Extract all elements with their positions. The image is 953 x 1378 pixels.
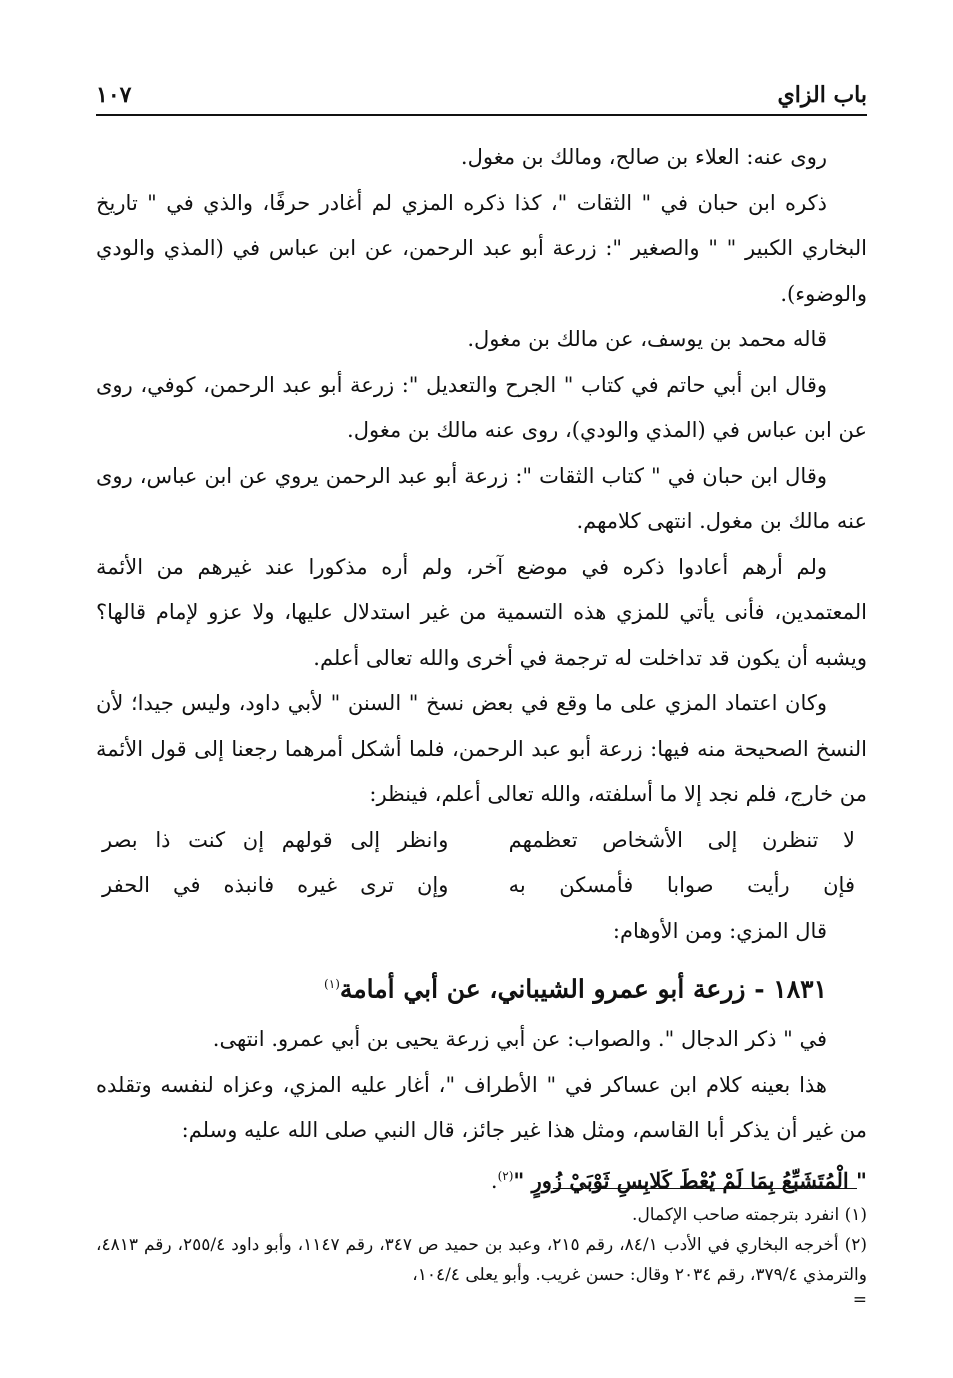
poem-verse	[96, 818, 867, 864]
poem-hemistich: وإن ترى غيره فانبذه في الحفر	[102, 873, 449, 897]
footnote-separator	[553, 1188, 857, 1189]
footnote: (١) انفرد بترجمته صاحب الإكمال.	[632, 1205, 867, 1225]
hadith-line	[96, 1154, 867, 1205]
paragraph: وقال ابن حبان في " كتاب الثقات ": زرعة أبو عبد الرحمن يروي عن ابن عباس، روى عنه مالك بن مغول. انتهى كلامهم.	[96, 463, 867, 533]
poem-hemistich: فإن رأيت صوابا فأمسكن به	[508, 873, 855, 897]
main-text	[96, 135, 867, 1204]
page-number: ١٠٧	[96, 82, 132, 108]
paragraph: قاله محمد بن يوسف، عن مالك بن مغول.	[467, 327, 827, 351]
entry-heading	[96, 956, 867, 1017]
footnotes	[96, 1200, 867, 1310]
poem-hemistich: وانظر إلى قولهم إن كنت ذا بصر	[102, 827, 449, 852]
chapter-title: باب الزاي	[777, 82, 867, 108]
footnote-ref: (٢)	[497, 1168, 514, 1183]
entry-heading-text: ١٨٣١ - زرعة أبو عمرو الشيباني، عن أبي أمامة	[339, 974, 827, 1004]
paragraph: هذا بعينه كلام ابن عساكر في " الأطراف "، أغار عليه المزي، وعزاه لنفسه وتقلده من غير أن يذكر أبا القاسم، ومثل هذا غير جائز، قال النبي صلى الله عليه وسلم:	[96, 1072, 867, 1143]
footnote: (٢) أخرجه البخاري في الأدب ٨٤/١، رقم ٢١٥، وعبد بن حميد ص ٣٤٧، رقم ١١٤٧، وأبو داود ٢٥٥/٤، رقم ٤٨١٣، والترمذي ٣٧٩/٤، رقم ٢٠٣٤ وقال: حسن غريب. وأبو يعلى ١٠٤/٤،	[96, 1235, 867, 1285]
paragraph: روى عنه: العلاء بن صالح، ومالك بن مغول.	[460, 145, 827, 169]
running-header	[96, 74, 867, 116]
poem-hemistich: لا تنظرن إلى الأشخاص تعظمهم	[508, 827, 855, 852]
hadith-end: .	[490, 1168, 498, 1193]
footnote-ref: (١)	[324, 977, 340, 991]
footnote-continuation-mark: =	[852, 1290, 867, 1310]
hadith-text: " الْمُتَشَبِّعُ بِمَا لَمْ يُعْطَ كَلابِسِ ثَوْبَيْ زُورٍ "	[513, 1167, 867, 1193]
paragraph: في " ذكر الدجال ". والصواب: عن أبي زرعة يحيى بن أبي عمرو. انتهى.	[212, 1027, 827, 1052]
paragraph: وكان اعتماد المزي على ما وقع في بعض نسخ " السنن " لأبي داود، وليس جيدا؛ لأن النسخ الصحيحة منه فيها: زرعة أبو عبد الرحمن، فلما أشكل أمرهما رجعنا إلى قول الأئمة من خارج، فلم نجد إلا ما أسلفته، والله تعالى أعلم، فينظر:	[96, 691, 867, 806]
paragraph: ولم أرهم أعادوا ذكره في موضع آخر، ولم أره مذكورا عند غيرهم من الأئمة المعتمدين، فأنى يأتي للمزي هذه التسمية من غير استدلال عليها، ولا عزو لإمام قالها؟ ويشبه أن يكون قد تداخلت له ترجمة في أخرى والله تعالى أعلم.	[96, 554, 867, 670]
poem-verse	[96, 863, 867, 909]
paragraph: قال المزي: ومن الأوهام:	[612, 918, 827, 943]
paragraph: ذكره ابن حبان في " الثقات "، كذا ذكره المزي لم أغادر حرفًا، والذي في " تاريخ البخاري الكبير " " والصغير ": زرعة أبو عبد الرحمن، عن ابن عباس في (المذي والودي والوضوء).	[96, 190, 867, 306]
paragraph: وقال ابن أبي حاتم في كتاب " الجرح والتعديل ": زرعة أبو عبد الرحمن، كوفي، روى عن ابن عباس في (المذي والودي)، روى عنه مالك بن مغول.	[96, 372, 867, 442]
